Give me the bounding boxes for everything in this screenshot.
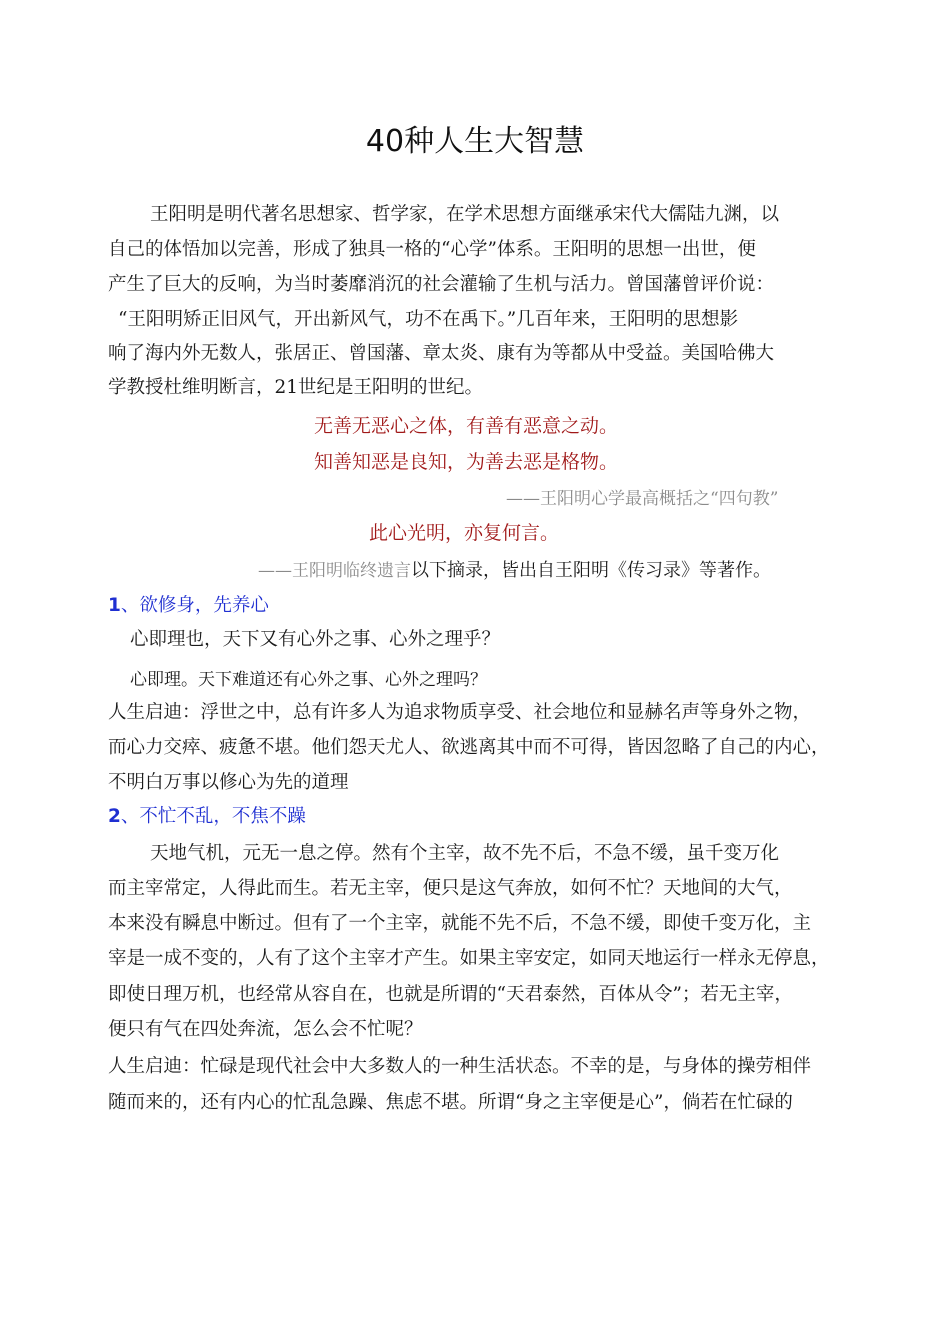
insight-line: 而心力交瘁、疲惫不堪。他们怨天尤人、欲逃离其中而不可得，皆因忽略了自己的内心， xyxy=(108,737,830,758)
quote-line: 无善无恶心之体，有善有恶意之动。 xyxy=(314,415,619,437)
insight-line: 人生启迪：忙碌是现代社会中大多数人的一种生活状态。不幸的是，与身体的操劳相伴 xyxy=(108,1056,812,1077)
excerpt-note: 以下摘录，皆出自王阳明《传习录》等著作。 xyxy=(411,560,771,581)
document-title: 40种人生大智慧 xyxy=(365,124,585,159)
insight-line: 人生启迪：浮世之中，总有许多人为追求物质享受、社会地位和显赫名声等身外之物， xyxy=(108,702,812,723)
section-number: 1 xyxy=(108,595,121,616)
section-title: 、不忙不乱，不焦不躁 xyxy=(120,806,306,827)
body-line: 即使日理万机，也经常从容自在，也就是所谓的“天君泰然，百体从令”；若无主宰， xyxy=(108,984,793,1005)
last-words-line xyxy=(258,556,771,582)
body-line: 宰是一成不变的，人有了这个主宰才产生。如果主宰安定，如同天地运行一样永无停息， xyxy=(108,948,830,969)
section-title: 、欲修身，先养心 xyxy=(120,595,269,616)
intro-line: 王阳明是明代著名思想家、哲学家，在学术思想方面继承宋代大儒陆九渊，以 xyxy=(150,204,780,225)
section-heading-1 xyxy=(108,591,269,617)
body-line: 而主宰常定，人得此而生。若无主宰，便只是这气奔放，如何不忙？天地间的大气， xyxy=(108,878,793,899)
quote-source: ——王阳明心学最高概括之“四句教” xyxy=(506,489,779,509)
intro-line: 学教授杜维明断言，21世纪是王阳明的世纪。 xyxy=(108,377,484,398)
intro-line: “王阳明矫正旧风气，开出新风气，功不在禹下。”几百年来，王阳明的思想影 xyxy=(118,309,739,330)
section-heading-2 xyxy=(108,802,306,828)
original-text: 心即理也，天下又有心外之事、心外之理乎？ xyxy=(130,629,501,650)
intro-line: 响了海内外无数人，张居正、曾国藩、章太炎、康有为等都从中受益。美国哈佛大 xyxy=(108,343,775,364)
body-line: 便只有气在四处奔流，怎么会不忙呢？ xyxy=(108,1019,423,1040)
insight-line: 随而来的，还有内心的忙乱急躁、焦虑不堪。所谓“身之主宰便是心”，倘若在忙碌的 xyxy=(108,1092,793,1113)
section-number: 2 xyxy=(108,806,121,827)
intro-line: 自己的体悟加以完善，形成了独具一格的“心学”体系。王阳明的思想一出世，便 xyxy=(108,239,756,260)
quote-line: 知善知恶是良知，为善去恶是格物。 xyxy=(314,451,619,473)
translation-text: 心即理。天下难道还有心外之事、心外之理吗？ xyxy=(130,670,487,690)
body-line: 本来没有瞬息中断过。但有了一个主宰，就能不先不后，不急不缓，即使千变万化，主 xyxy=(108,913,812,934)
insight-line: 不明白万事以修心为先的道理 xyxy=(108,772,349,793)
body-line: 天地气机，元无一息之停。然有个主宰，故不先不后，不急不缓，虽千变万化 xyxy=(150,843,780,864)
intro-line: 产生了巨大的反响，为当时萎靡消沉的社会灌输了生机与活力。曾国藩曾评价说： xyxy=(108,274,775,295)
last-words-quote: 此心光明，亦复何言。 xyxy=(369,522,560,544)
quote-source: ——王阳明临终遗言 xyxy=(258,561,411,581)
